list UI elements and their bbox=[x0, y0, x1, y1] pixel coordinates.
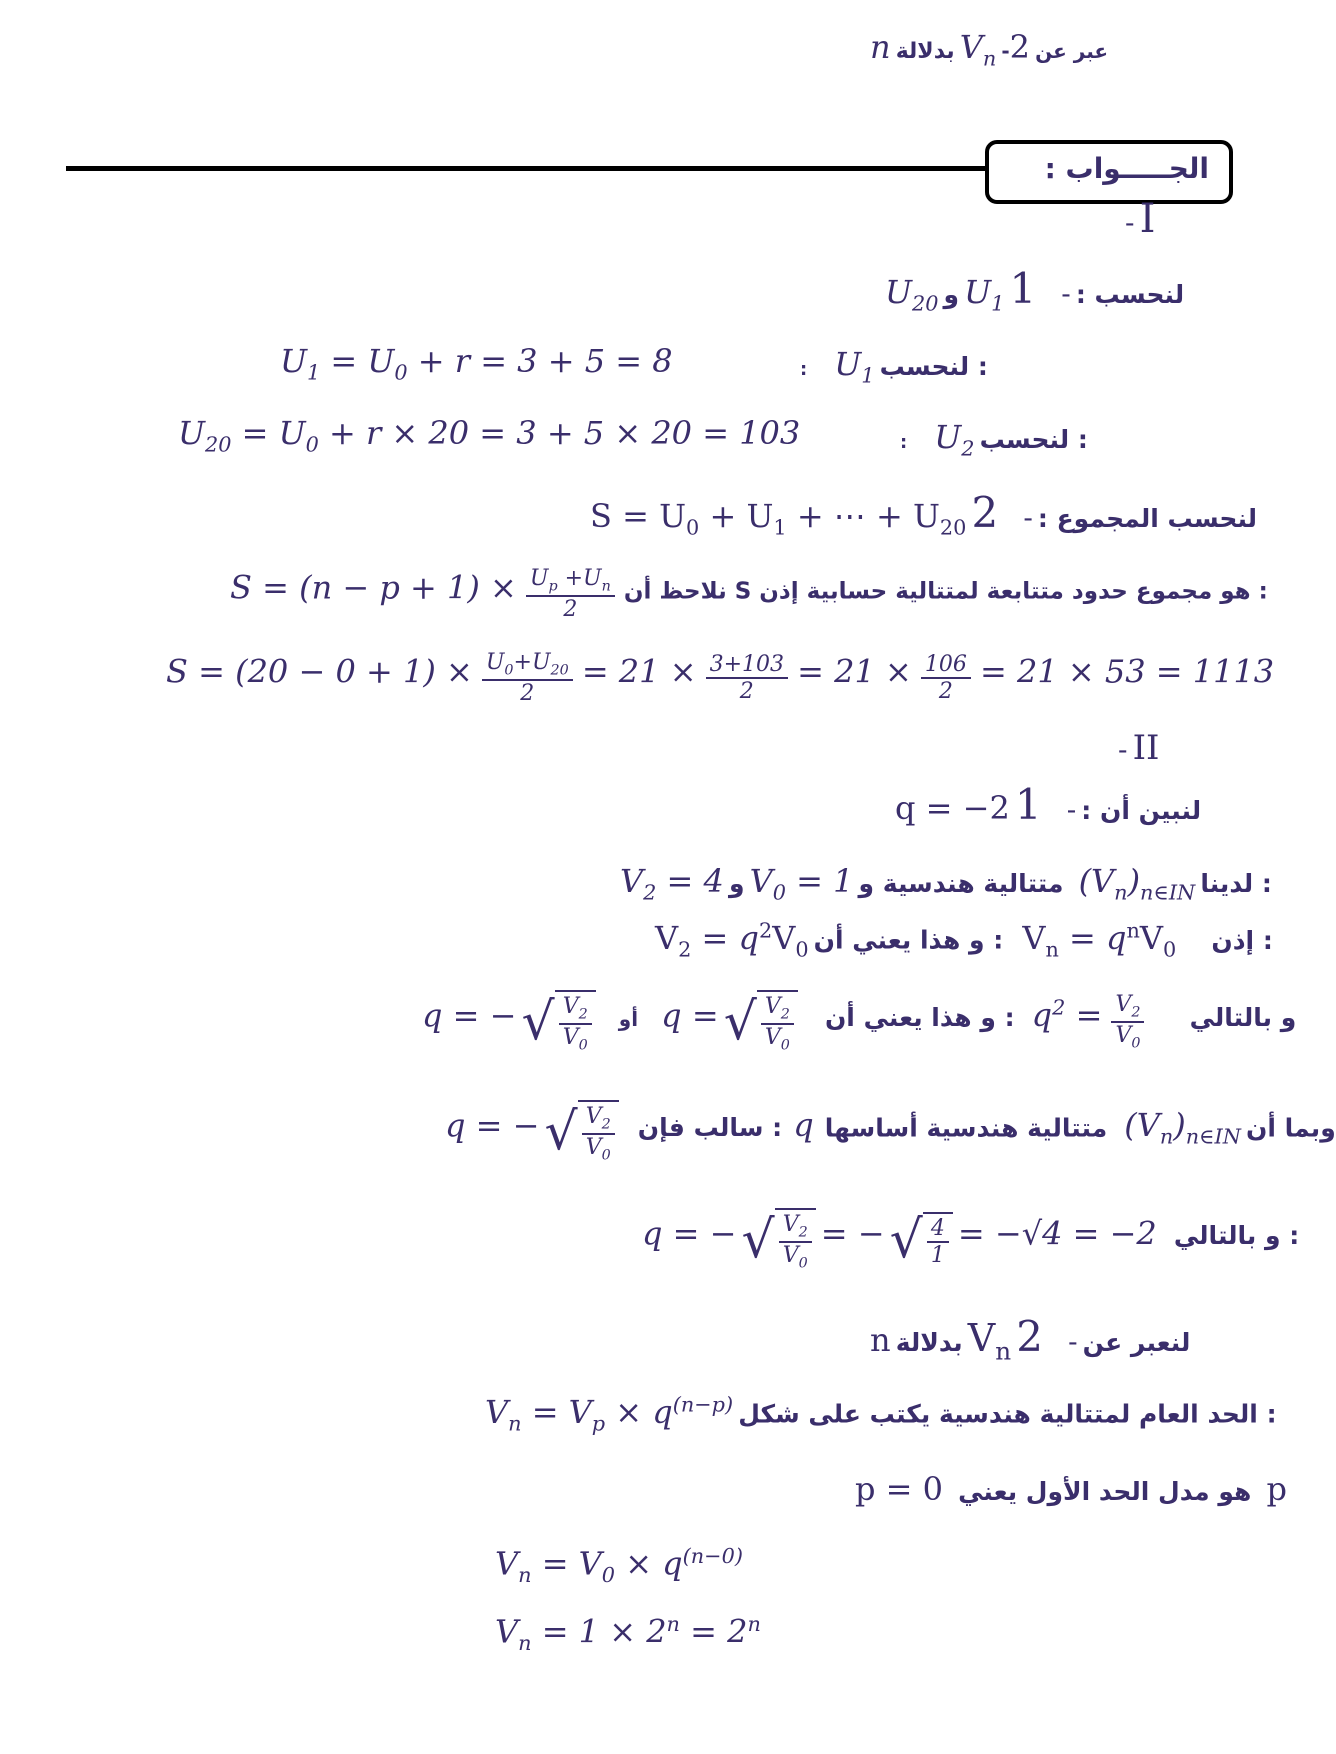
q-options-line: q = − √ $\frac{V_2}{V_0}$ أو q = √ $\frac{V_2}{V_0}$ و هذا يعني أن : $q^2$ = $\frac{V_2}{V_0}$ و بالتالي bbox=[422, 991, 1297, 1054]
part2-item1-number: 1 bbox=[1014, 780, 1042, 829]
sum-definition: $S = U_0 + U_1$ + ⋯ + $U_{20}$ bbox=[590, 497, 967, 540]
u1-equation: $U_1 = U_0 + r = 3 + 5 = 8$ bbox=[280, 342, 673, 385]
u1-symbol: $U_1$ bbox=[964, 273, 1005, 316]
header-n: n bbox=[870, 28, 891, 66]
given-and: و bbox=[728, 869, 745, 898]
then-label2: و بالتالي bbox=[1189, 1003, 1297, 1033]
final-eq: = −√4 = −2 bbox=[957, 1214, 1157, 1253]
part2-item1 bbox=[895, 780, 1201, 829]
header-tail: بدلالة bbox=[895, 39, 955, 64]
p-eq: p = 0 bbox=[855, 1470, 943, 1508]
p-line: p = 0 هو مدل الحد الأول يعني p bbox=[855, 1470, 1287, 1508]
sum-note: نلاحظ أن S هو مجموع حدود متتابعة لمتتالية حسابية إذن : bbox=[623, 578, 1268, 605]
part1-item2 bbox=[590, 488, 1257, 539]
u20-equation: $U_{20} = U_0 + r \times 20 = 3 + 5 \times 20 = 103$ bbox=[178, 414, 801, 457]
header-number: 2 bbox=[1009, 28, 1031, 66]
therefore-word: و بالتالي : bbox=[1173, 1221, 1300, 1251]
header-line bbox=[870, 28, 1108, 70]
since-text: متتالية هندسية أساسها bbox=[824, 1113, 1108, 1143]
u2-compute-label: : $U_2$ لنحسب : bbox=[900, 418, 1088, 461]
part2-item2-tail: بدلالة bbox=[895, 1328, 963, 1357]
since-line: q = − √ $\frac{V_2}{V_0}$ سالب فإن : q متتالية هندسية أساسها $(V_n)_{n\in IN}$ وبما أن bbox=[445, 1101, 1336, 1164]
item2-number: 2 bbox=[971, 488, 999, 537]
header-var: $V_n$ bbox=[959, 28, 997, 71]
item1-dash: - bbox=[1061, 277, 1071, 310]
general-term-line: $V_n = V_p \times q^{(n-p)}$ الحد العام لمتتالية هندسية يكتب على شكل : bbox=[485, 1392, 1277, 1436]
part1-roman: I bbox=[1139, 196, 1156, 242]
q-claim: q = −2 bbox=[895, 789, 1010, 827]
header-text: -عبر عن bbox=[1001, 39, 1109, 63]
since-text2: سالب فإن : bbox=[637, 1113, 783, 1143]
given-line: $V_2 = 4$ و $V_0 = 1$ متتالية هندسية و $(V_n)_{n\in IN}$ لدينا : bbox=[620, 862, 1272, 905]
since-word: وبما أن bbox=[1246, 1113, 1336, 1143]
therefore-line: q = − √ $\frac{V_2}{V_0}$ = − √ $\frac{4}{1}$ = −√4 = −2 و بالتالي : bbox=[642, 1209, 1300, 1272]
part2-item1-dash: - bbox=[1066, 793, 1077, 826]
answer-title-box bbox=[985, 140, 1233, 204]
p-label: هو مدل الحد الأول يعني bbox=[958, 1477, 1252, 1506]
answer-title: الجـــــواب : bbox=[1044, 152, 1209, 185]
part2-dash: - bbox=[1118, 733, 1128, 766]
then-line: $V_2 = q^2V_0$ و هذا يعني أن : $V_n = q^nV_0$ إذن : bbox=[655, 918, 1273, 962]
sum-computation: S = (20 − 0 + 1) × $\frac{U_0+U_{20}}{2}$ = 21 × $\frac{3+103}{2}$ = 21 × $\frac{106}{2}$ = 21 × 53 = 1113 bbox=[166, 650, 1275, 706]
sum-formula: S = (n − p + 1) × bbox=[230, 568, 517, 607]
part2-item2-dash: - bbox=[1068, 1325, 1078, 1358]
part2-heading bbox=[1118, 728, 1159, 768]
given-label: لدينا : bbox=[1200, 869, 1272, 898]
part2-item2-label: لنعبر عن bbox=[1082, 1328, 1191, 1357]
sum-formula-fraction: $\frac{U_p +U_n}{2}$ bbox=[526, 566, 615, 622]
u2-label: لنحسب : bbox=[979, 425, 1088, 454]
u1-compute-label: : $U_1$ لنحسب : bbox=[800, 345, 988, 388]
and-word: و bbox=[943, 280, 960, 309]
part1-item1 bbox=[885, 264, 1184, 315]
then-label: إذن : bbox=[1211, 925, 1273, 955]
item2-label: لنحسب المجموع : bbox=[1037, 504, 1258, 533]
part2-roman: II bbox=[1132, 728, 1160, 768]
sum-formula-line bbox=[230, 566, 1268, 622]
part2-item2: n بدلالة $V_n$ لنعبر عن - 2 bbox=[870, 1312, 1191, 1366]
then-text: و هذا يعني أن : bbox=[813, 925, 1004, 955]
u1-label: لنحسب : bbox=[879, 352, 988, 381]
item1-label: لنحسب : bbox=[1075, 280, 1185, 309]
title-rule bbox=[66, 166, 988, 171]
part2-item2-number: 2 bbox=[1016, 1312, 1043, 1361]
general-label: الحد العام لمتتالية هندسية يكتب على شكل : bbox=[738, 1399, 1277, 1429]
part1-dash: - bbox=[1125, 206, 1135, 239]
given-text: متتالية هندسية و bbox=[858, 869, 1064, 898]
part1-heading bbox=[1125, 196, 1155, 242]
item2-dash: - bbox=[1023, 501, 1033, 534]
item1-number: 1 bbox=[1009, 264, 1037, 313]
then-text2: و هذا يعني أن : bbox=[824, 1003, 1015, 1033]
or-word: أو bbox=[618, 1007, 639, 1032]
u20-symbol: $U_{20}$ bbox=[885, 273, 939, 316]
vn-step1: $V_n = V_0 \times q^{(n-0)}$ bbox=[495, 1544, 743, 1588]
vn-step2: $V_n = 1 \times 2^n = 2^n$ bbox=[495, 1612, 761, 1656]
part2-item1-label: لنبين أن : bbox=[1081, 796, 1202, 825]
